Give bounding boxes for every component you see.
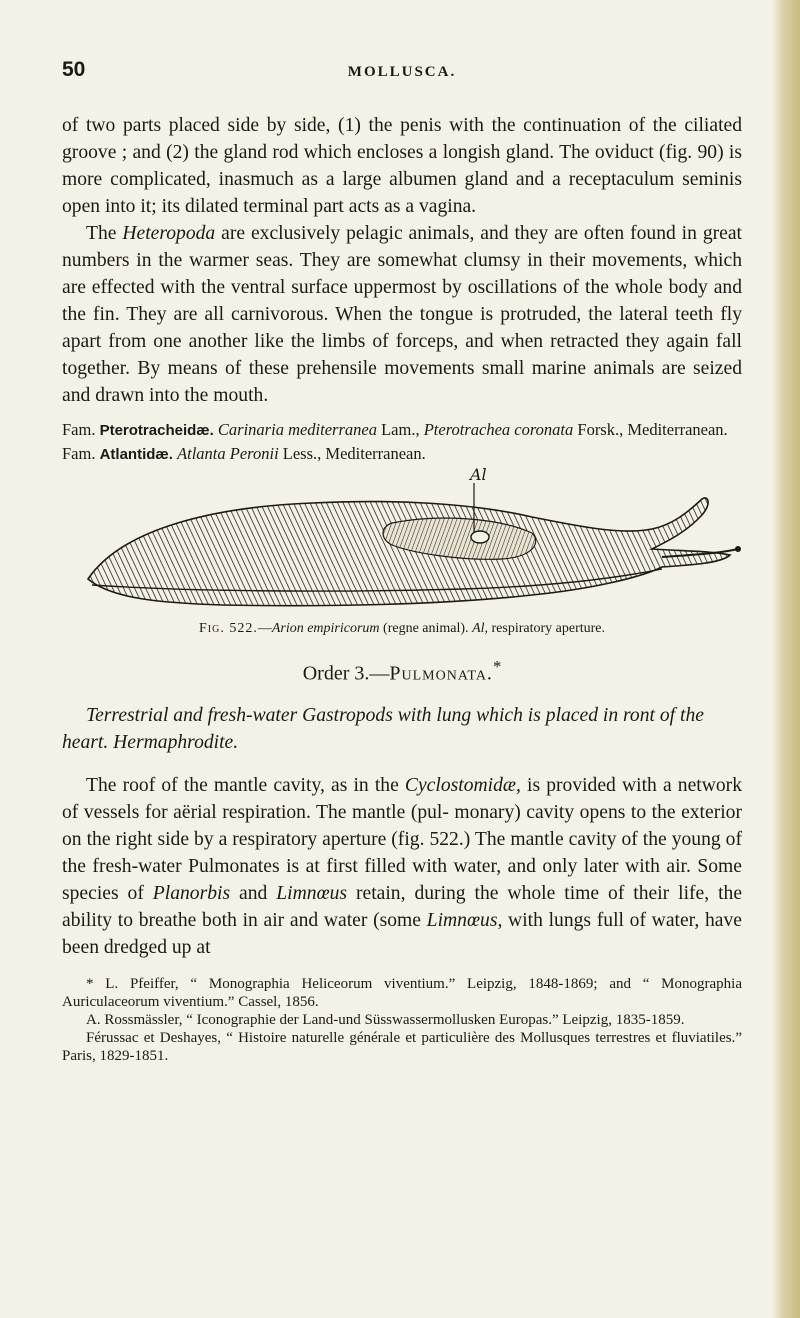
order-heading bbox=[62, 657, 742, 686]
taxon-name: Cyclostomidæ, bbox=[404, 774, 521, 796]
caption-figure-number: Fig. 522. bbox=[198, 621, 258, 636]
species-author: Less., Mediterranean. bbox=[278, 444, 426, 463]
family-label: Fam. bbox=[62, 444, 100, 463]
footnote: * L. Pfeiffer, “ Monographia Heliceorum viventium.” Leipzig, 1848-1869; and “ Monographia Auriculaceorum viventium.” Cassel, 1856. bbox=[62, 975, 742, 1010]
species-author: Lam., bbox=[376, 420, 424, 439]
species-name: Carinaria mediterranea bbox=[217, 420, 377, 439]
family-label: Fam. bbox=[62, 420, 100, 439]
text-run: retain, during the whole time of their life, the ability to breathe both in air and water (some bbox=[62, 882, 743, 931]
footnote: A. Rossmässler, “ Iconographie der Land-und Süsswassermollusken Europas.” Leipzig, 1835-1859. bbox=[86, 1011, 685, 1028]
heteropoda-paragraph bbox=[62, 220, 742, 409]
intro-line: of the ciliated groove ; and (2) the gland rod which encloses a longish bbox=[62, 115, 743, 163]
heteropoda-text: are exclusively pelagic animals, and they are often found in great numbers in the warmer seas. They are somewhat clumsy in their movements, which are effected with the ventral surface uppermost by oscillations of the whole body and the fin. They are all carnivorous. When the tongue is protruded, the lateral teeth fly apart from one another like the limbs of forceps, and when retracted they again fall together. By means of these prehensile movements small marine animals are seized and drawn into the mouth. bbox=[62, 223, 742, 406]
footnote: Férussac et Deshayes, “ Histoire naturelle générale et particulière des Mollusques terrestres et fluviatiles.” Paris, 1829-1851. bbox=[62, 1029, 742, 1064]
caption-species: Arion empiricorum bbox=[271, 621, 380, 636]
text-run: and bbox=[230, 882, 277, 904]
tentacle-tip bbox=[735, 546, 741, 552]
running-head: MOLLUSCA. bbox=[347, 64, 457, 80]
footnotes bbox=[62, 975, 742, 1065]
order-name: Pulmonata. bbox=[389, 662, 493, 685]
caption-abbreviation: Al, bbox=[472, 621, 489, 636]
intro-line: dilated terminal part acts as a vagina. bbox=[185, 196, 477, 217]
text-run: The roof of the mantle cavity, as in the bbox=[86, 774, 405, 796]
pulmonata-paragraph bbox=[62, 772, 742, 961]
figure-522 bbox=[62, 465, 742, 619]
page-edge-shadow bbox=[772, 0, 800, 1318]
pulmonata-text bbox=[62, 772, 742, 961]
heteropoda-name: Heteropoda bbox=[122, 223, 216, 244]
taxon-name: Limnœus, bbox=[426, 909, 503, 931]
page-number: 50 bbox=[62, 58, 86, 81]
intro-line: of two parts placed side by side, (1) the penis with the continuation bbox=[62, 115, 622, 136]
family-entry-pterotracheidae bbox=[62, 419, 742, 441]
heteropoda-lead: The bbox=[86, 223, 123, 244]
page-header bbox=[62, 58, 742, 88]
caption-text: (regne animal). bbox=[379, 621, 473, 636]
family-name: Atlantidæ. bbox=[99, 446, 173, 463]
family-name: Pterotracheidæ. bbox=[99, 422, 214, 439]
taxon-name: Limnœus bbox=[276, 882, 348, 904]
caption-dash: — bbox=[257, 621, 272, 636]
footnote-mark: * bbox=[492, 657, 502, 676]
family-entry-atlantidae bbox=[62, 443, 742, 465]
text-run: with lungs full of water, have been dredged up at bbox=[62, 909, 742, 958]
text-run: is provided with a network of vessels for aërial respiration. The mantle (pul- monary) cavity opens to the exterior on the right side by a respiratory aperture (fig. 522.) The mantle cavity of the young of the fresh-water Pulmonates is at first filled with water, and only later with air. Some species of bbox=[62, 774, 742, 904]
intro-paragraph bbox=[62, 112, 742, 220]
figure-label-al: Al bbox=[470, 465, 487, 484]
taxon-name: Planorbis bbox=[152, 882, 231, 904]
order-subtitle: Terrestrial and fresh-water Gastropods with lung which is placed in ront of the heart. Hermaphrodite. bbox=[62, 704, 704, 753]
body-text bbox=[62, 112, 742, 409]
caption-text-end: respiratory aperture. bbox=[488, 621, 606, 636]
book-page bbox=[62, 58, 742, 1065]
species-locality: Forsk., Mediterranean. bbox=[573, 420, 728, 439]
intro-line: large albumen gland and a receptaculum seminis open into it; its bbox=[62, 169, 742, 217]
figure-caption bbox=[62, 621, 742, 637]
order-number: Order 3.— bbox=[302, 662, 390, 685]
species-name: Atlanta Peronii bbox=[177, 444, 279, 463]
slug-illustration bbox=[62, 469, 742, 619]
species-name: Pterotrachea coronata bbox=[423, 420, 574, 439]
intro-line: gland. The oviduct (fig. 90) is more complicated, inasmuch as a bbox=[62, 142, 742, 190]
